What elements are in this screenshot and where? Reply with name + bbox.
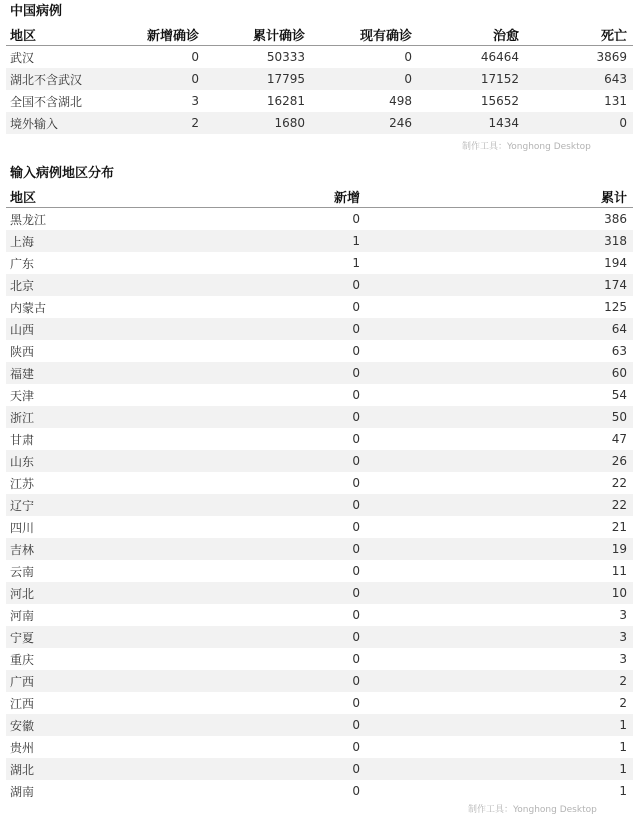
imported-cases-table — [6, 186, 633, 802]
table-row — [6, 428, 633, 450]
cell-new: 0 — [166, 406, 366, 428]
col-header-recovered: 治愈 — [418, 24, 525, 46]
col-header-new: 新增 — [166, 186, 366, 208]
cell-new: 0 — [166, 758, 366, 780]
cell-total: 21 — [611, 520, 627, 534]
cell-total: 60 — [366, 362, 633, 384]
col-header-region: 地区 — [6, 24, 112, 46]
cell-new: 0 — [166, 450, 366, 472]
cell-total-confirmed: 17795 — [205, 68, 311, 90]
cell-new: 0 — [166, 714, 366, 736]
table-row — [6, 626, 633, 648]
cell-new: 0 — [352, 388, 360, 402]
cell-total: 318 — [366, 230, 633, 252]
cell-deaths: 0 — [525, 112, 633, 134]
table-row — [6, 68, 633, 90]
cell-recovered: 1434 — [418, 112, 525, 134]
cell-new: 0 — [166, 362, 366, 384]
cell-new: 0 — [352, 300, 360, 314]
table-row — [6, 406, 633, 428]
cell-region: 湖南 — [10, 784, 35, 799]
cell-new: 0 — [166, 582, 366, 604]
cell-region: 江西 — [10, 696, 35, 711]
table-row — [6, 274, 633, 296]
cell-total-confirmed: 16281 — [266, 94, 305, 108]
cell-region: 陕西 — [10, 344, 35, 359]
cell-total: 2 — [366, 670, 633, 692]
china-cases-table — [6, 24, 633, 134]
cell-region: 宁夏 — [6, 626, 166, 648]
imported-cases-title: 输入病例地区分布 — [10, 166, 115, 181]
col-header-region: 地区 — [6, 186, 166, 208]
cell-region: 浙江 — [6, 406, 166, 428]
table-row — [6, 582, 633, 604]
col-header-deaths: 死亡 — [525, 24, 633, 46]
cell-region: 内蒙古 — [10, 300, 47, 315]
cell-total: 3 — [619, 608, 627, 622]
cell-new: 1 — [352, 256, 360, 270]
col-header-total-confirmed: 累计确诊 — [205, 24, 311, 46]
table-row — [6, 472, 633, 494]
cell-region: 广东 — [10, 256, 35, 271]
cell-region: 甘肃 — [10, 432, 35, 447]
cell-recovered: 17152 — [418, 68, 525, 90]
cell-new-confirmed: 2 — [112, 112, 205, 134]
cell-new: 0 — [352, 696, 360, 710]
table-header-row — [6, 24, 633, 46]
cell-deaths: 131 — [604, 94, 627, 108]
cell-region: 山西 — [6, 318, 166, 340]
cell-region: 云南 — [10, 564, 35, 579]
cell-current-confirmed: 246 — [311, 112, 418, 134]
cell-total: 3 — [366, 626, 633, 648]
cell-region: 重庆 — [10, 652, 35, 667]
cell-total: 386 — [604, 212, 627, 226]
cell-total: 125 — [604, 300, 627, 314]
cell-region: 安徽 — [6, 714, 166, 736]
cell-total-confirmed: 50333 — [266, 50, 305, 64]
cell-new-confirmed: 0 — [191, 50, 199, 64]
table-row — [6, 362, 633, 384]
cell-region: 河南 — [10, 608, 35, 623]
cell-new: 0 — [352, 212, 360, 226]
table-row — [6, 384, 633, 406]
cell-total-confirmed: 1680 — [205, 112, 311, 134]
table-row — [6, 230, 633, 252]
cell-recovered: 46464 — [480, 50, 519, 64]
cell-region: 天津 — [10, 388, 35, 403]
cell-total: 63 — [611, 344, 627, 358]
cell-region: 境外输入 — [6, 112, 112, 134]
china-cases-title: 中国病例 — [10, 4, 63, 19]
table-row — [6, 494, 633, 516]
cell-region: 全国不含湖北 — [10, 94, 83, 109]
cell-new-confirmed: 3 — [191, 94, 199, 108]
cell-new: 0 — [166, 274, 366, 296]
col-header-total: 累计 — [366, 186, 633, 208]
made-with-footer: 制作工具：Yonghong Desktop — [468, 805, 597, 815]
cell-deaths: 3869 — [596, 50, 627, 64]
cell-total: 26 — [366, 450, 633, 472]
cell-current-confirmed: 0 — [311, 68, 418, 90]
cell-total: 54 — [611, 388, 627, 402]
table-row — [6, 670, 633, 692]
cell-region: 湖北不含武汉 — [6, 68, 112, 90]
cell-new: 0 — [352, 652, 360, 666]
cell-total: 1 — [366, 758, 633, 780]
cell-total: 194 — [604, 256, 627, 270]
table-row — [6, 692, 633, 714]
cell-new: 0 — [352, 476, 360, 490]
table-row — [6, 560, 633, 582]
cell-total: 174 — [366, 274, 633, 296]
cell-total: 22 — [366, 494, 633, 516]
cell-region: 河北 — [6, 582, 166, 604]
cell-total: 19 — [366, 538, 633, 560]
cell-total: 1 — [366, 714, 633, 736]
cell-deaths: 643 — [525, 68, 633, 90]
cell-new-confirmed: 0 — [112, 68, 205, 90]
table-row — [6, 714, 633, 736]
cell-recovered: 15652 — [480, 94, 519, 108]
cell-total: 47 — [611, 432, 627, 446]
cell-total: 64 — [366, 318, 633, 340]
cell-new: 0 — [352, 564, 360, 578]
cell-total: 10 — [366, 582, 633, 604]
col-header-current-confirmed: 现有确诊 — [311, 24, 418, 46]
cell-new: 0 — [352, 344, 360, 358]
table-row — [6, 780, 633, 802]
table-row — [6, 340, 633, 362]
cell-new: 0 — [352, 784, 360, 798]
cell-new: 0 — [166, 494, 366, 516]
table-row — [6, 296, 633, 318]
table-row — [6, 318, 633, 340]
table-row — [6, 112, 633, 134]
cell-total: 1 — [619, 784, 627, 798]
cell-new: 0 — [352, 520, 360, 534]
table-row — [6, 604, 633, 626]
cell-new: 0 — [166, 318, 366, 340]
table-row — [6, 208, 633, 231]
cell-total: 11 — [611, 564, 627, 578]
table-row — [6, 648, 633, 670]
cell-total: 22 — [611, 476, 627, 490]
cell-new: 0 — [352, 740, 360, 754]
cell-region: 湖北 — [6, 758, 166, 780]
cell-current-confirmed: 0 — [404, 50, 412, 64]
cell-region: 辽宁 — [6, 494, 166, 516]
cell-total: 1 — [619, 740, 627, 754]
cell-region: 北京 — [6, 274, 166, 296]
table-row — [6, 758, 633, 780]
cell-total: 3 — [619, 652, 627, 666]
cell-current-confirmed: 498 — [389, 94, 412, 108]
cell-region: 黑龙江 — [10, 212, 47, 227]
cell-region: 吉林 — [6, 538, 166, 560]
cell-new: 0 — [166, 626, 366, 648]
table-row — [6, 46, 633, 69]
cell-new: 0 — [166, 670, 366, 692]
cell-new: 0 — [352, 608, 360, 622]
table-row — [6, 516, 633, 538]
cell-region: 武汉 — [10, 50, 35, 65]
cell-new: 0 — [352, 432, 360, 446]
cell-total: 50 — [366, 406, 633, 428]
table-row — [6, 450, 633, 472]
cell-new: 0 — [166, 538, 366, 560]
cell-region: 贵州 — [10, 740, 35, 755]
table-row — [6, 538, 633, 560]
cell-region: 上海 — [6, 230, 166, 252]
col-header-new-confirmed: 新增确诊 — [112, 24, 205, 46]
table-header-row — [6, 186, 633, 208]
table-row — [6, 736, 633, 758]
cell-total: 2 — [619, 696, 627, 710]
cell-region: 四川 — [10, 520, 35, 535]
made-with-footer: 制作工具：Yonghong Desktop — [462, 142, 591, 152]
cell-region: 山东 — [6, 450, 166, 472]
cell-region: 广西 — [6, 670, 166, 692]
cell-region: 福建 — [6, 362, 166, 384]
cell-region: 江苏 — [10, 476, 35, 491]
table-row — [6, 90, 633, 112]
cell-new: 1 — [166, 230, 366, 252]
table-row — [6, 252, 633, 274]
